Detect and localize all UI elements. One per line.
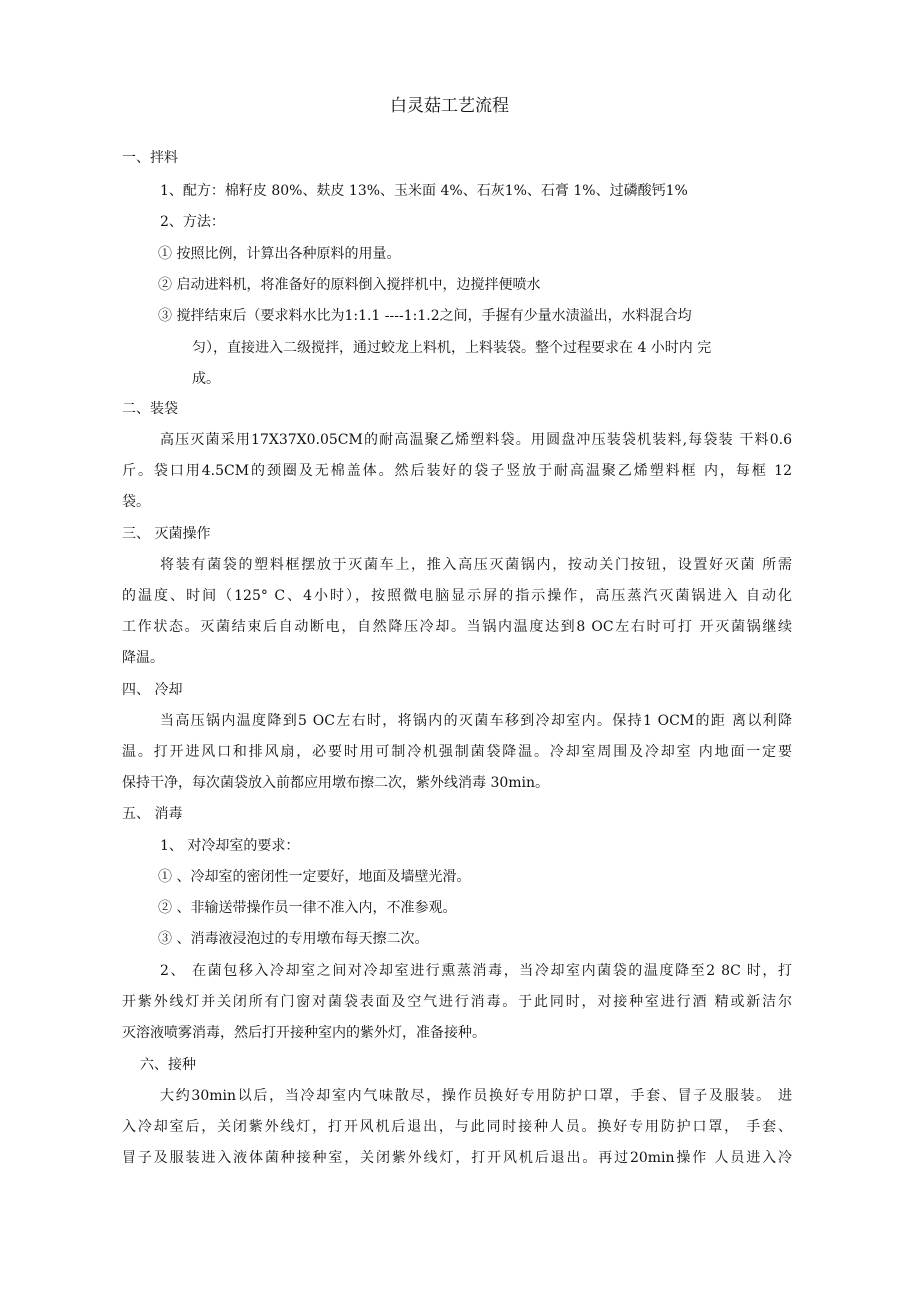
section-heading-cooling: 四、 冷却: [122, 682, 183, 698]
cooling-line-2: 温。打开进风口和排风扇，必要时用可制冷机强制菌袋降温。冷却室周围及冷却室 内地面一定要: [122, 744, 792, 760]
method-step-3-line-1: ③ 搅拌结束后（要求料水比为1:1.1 ----1:1.2之间，手握有少量水渍溢出，水料混合均: [158, 308, 692, 324]
method-step-1: ① 按照比例，计算出各种原料的用量。: [158, 246, 401, 262]
requirement-2: ② 、非输送带操作员一律不准入内，不准参观。: [158, 900, 457, 916]
requirement-3: ③ 、消毒液浸泡过的专用墩布每天擦二次。: [158, 931, 429, 947]
sterilization-line-1: 将装有菌袋的塑料框摆放于灭菌车上，推入高压灭菌锅内，按动关门按钮，设置好灭菌 所需: [160, 557, 792, 573]
inoculation-line-3: 冒子及服装进入液体菌种接种室，关闭紫外线灯，打开风机后退出。再过20min操作 人员进入冷: [122, 1150, 792, 1166]
method-step-2: ② 启动进料机，将准备好的原料倒入搅拌机中，边搅拌便喷水: [158, 277, 541, 293]
inoculation-line-1: 大约30min以后，当冷却室内气味散尽，操作员换好专用防护口罩，手套、冒子及服装。 进: [160, 1088, 792, 1104]
section-heading-inoculation: 六、接种: [140, 1057, 196, 1073]
section-heading-bagging: 二、装袋: [122, 401, 178, 417]
bagging-line-2: 斤。袋口用4.5CM的颈圈及无棉盖体。然后装好的袋子竖放于耐高温聚乙烯塑料框 内，每框 12: [122, 463, 792, 479]
cooling-line-3: 保持干净，每次菌袋放入前都应用墩布擦二次，紫外线消毒 30min。: [122, 775, 550, 791]
requirement-1: ① 、冷却室的密闭性一定要好，地面及墙壁光滑。: [158, 869, 471, 885]
method-step-3-line-2: 匀），直接进入二级搅拌，通过蛟龙上料机，上料装袋。整个过程要求在 4 小时内 完: [192, 340, 712, 356]
disinfection-line-2: 开紫外线灯并关闭所有门窗对菌袋表面及空气进行消毒。于此同时，对接种室进行酒 精或新洁尔: [122, 994, 792, 1010]
bagging-line-3: 袋。: [122, 494, 150, 510]
disinfection-line-1: 2、 在菌包移入冷却室之间对冷却室进行熏蒸消毒，当冷却室内菌袋的温度降至2 8C 时，打: [160, 963, 792, 979]
inoculation-line-2: 入冷却室后，关闭紫外线灯，打开风机后退出，与此同时接种人员。换好专用防护口罩， 手套、: [122, 1119, 792, 1135]
sterilization-line-4: 降温。: [122, 650, 164, 666]
formula-line: 1、配方：棉籽皮 80%、麸皮 13%、玉米面 4%、石灰1%、石膏 1%、过磷酸钙1%: [160, 183, 688, 199]
section-heading-mixing: 一、拌料: [122, 150, 178, 166]
bagging-line-1: 高压灭菌采用17X37X0.05CM的耐高温聚乙烯塑料袋。用圆盘冲压装袋机装料,每袋装 干料0.6: [160, 432, 792, 448]
cooling-room-requirements-label: 1、 对冷却室的要求：: [160, 838, 300, 854]
method-label: 2、方法：: [160, 214, 225, 230]
section-heading-sterilization: 三、 灭菌操作: [122, 526, 211, 542]
sterilization-line-2: 的温度、时间（125° C、4小时），按照微电脑显示屏的指示操作，高压蒸汽灭菌锅进入 自动化: [122, 588, 792, 604]
section-heading-disinfection: 五、 消毒: [122, 806, 183, 822]
disinfection-line-3: 灭溶液喷雾消毒，然后打开接种室内的紫外灯，准备接种。: [122, 1025, 486, 1041]
document-title: 白灵菇工艺流程: [390, 96, 509, 116]
cooling-line-1: 当高压锅内温度降到5 OC左右时，将锅内的灭菌车移到冷却室内。保持1 OCM的距 离以利降: [160, 713, 792, 729]
sterilization-line-3: 工作状态。灭菌结束后自动断电，自然降压冷却。当锅内温度达到8 OC左右时可打 开灭菌锅继续: [122, 619, 792, 635]
method-step-3-line-3: 成。: [192, 371, 220, 387]
